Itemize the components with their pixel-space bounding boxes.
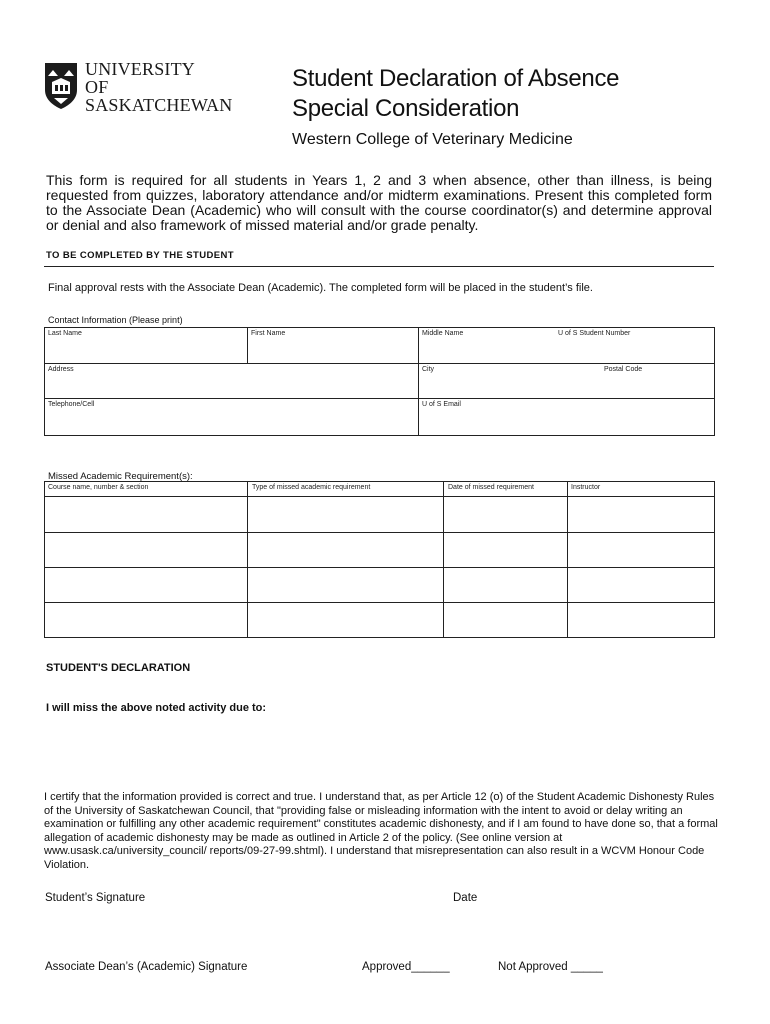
dean-signature-label: Associate Dean’s (Academic) Signature bbox=[45, 961, 248, 973]
contact-col-divider bbox=[418, 327, 419, 436]
telephone-field[interactable]: Telephone/Cell bbox=[48, 401, 95, 408]
contact-col-divider bbox=[247, 327, 248, 363]
university-shield-icon bbox=[44, 62, 78, 110]
column-header-date: Date of missed requirement bbox=[448, 484, 534, 491]
address-field[interactable]: Address bbox=[48, 366, 74, 373]
table-row-divider bbox=[44, 496, 715, 497]
intro-paragraph: This form is required for all students in Years 1, 2 and 3 when absence, other than illness, is being requested from quizzes, laboratory attendance and/or midterm examinations. Present this completed form to the Associate Dean (Academic) who will consult with the course coordinator(s) and determine approval or denial and also framework of missed material and/or grade penalty. bbox=[46, 172, 712, 233]
approval-note: Final approval rests with the Associate Dean (Academic). The completed form will be placed in the student’s file. bbox=[48, 282, 593, 294]
contact-info-table bbox=[44, 327, 715, 436]
city-field[interactable]: City bbox=[422, 366, 435, 373]
email-field[interactable]: U of S Email bbox=[422, 401, 461, 408]
absence-reason-prompt: I will miss the above noted activity due to: bbox=[46, 702, 267, 714]
student-number-field[interactable]: U of S Student Number bbox=[558, 330, 631, 337]
last-name-field[interactable]: Last Name bbox=[48, 330, 82, 337]
column-header-type: Type of missed academic requirement bbox=[252, 484, 371, 491]
student-signature-label: Student’s Signature bbox=[45, 892, 146, 904]
table-col-divider bbox=[247, 481, 248, 638]
contact-row-divider bbox=[44, 363, 715, 364]
column-header-course: Course name, number & section bbox=[48, 484, 149, 491]
logo-line-3: SASKATCHEWAN bbox=[85, 95, 233, 115]
college-name: Western College of Veterinary Medicine bbox=[292, 131, 573, 148]
section-divider bbox=[44, 266, 714, 267]
logo-line-1: UNIVERSITY bbox=[85, 59, 195, 79]
table-row-divider bbox=[44, 602, 715, 603]
declaration-heading: STUDENT'S DECLARATION bbox=[46, 662, 191, 674]
logo-line-2: OF bbox=[85, 77, 109, 97]
missed-requirements-table bbox=[44, 481, 715, 638]
university-wordmark bbox=[85, 60, 232, 114]
table-row-divider bbox=[44, 532, 715, 533]
contact-row-divider bbox=[44, 398, 715, 399]
certification-statement: I certify that the information provided is correct and true. I understand that, as per Article 12 (o) of the Student Academic Dishonesty Rules of the University of Saskatchewan Council, that "providing false or misleading information with the intent to avoid or delay writing an examination or fulfilling any other academic requirement" constitutes academic dishonesty, and if I am found to have done so, that a formal allegation of academic dishonesty may be made as outlined in Article 2 of the policy. (See online version at www.usask.ca/university_council/ reports/09-27-99.shtml). I understand that misrepresentation can also result in a WCVM Honour Code Violation. bbox=[44, 791, 718, 871]
student-section-heading: TO BE COMPLETED BY THE STUDENT bbox=[46, 250, 234, 261]
contact-info-label: Contact Information (Please print) bbox=[48, 315, 183, 325]
form-title bbox=[292, 64, 619, 124]
first-name-field[interactable]: First Name bbox=[251, 330, 286, 337]
date-label: Date bbox=[453, 892, 478, 904]
postal-code-field[interactable]: Postal Code bbox=[604, 366, 643, 373]
missed-requirements-label: Missed Academic Requirement(s): bbox=[48, 471, 193, 482]
approved-field[interactable]: Approved______ bbox=[362, 961, 450, 973]
table-col-divider bbox=[567, 481, 568, 638]
column-header-instructor: Instructor bbox=[571, 484, 601, 491]
not-approved-field[interactable]: Not Approved _____ bbox=[498, 961, 603, 973]
table-row-divider bbox=[44, 567, 715, 568]
form-title-line-2: Special Consideration bbox=[292, 95, 520, 122]
form-title-line-1: Student Declaration of Absence bbox=[292, 65, 620, 92]
table-col-divider bbox=[443, 481, 444, 638]
middle-name-field[interactable]: Middle Name bbox=[422, 330, 464, 337]
